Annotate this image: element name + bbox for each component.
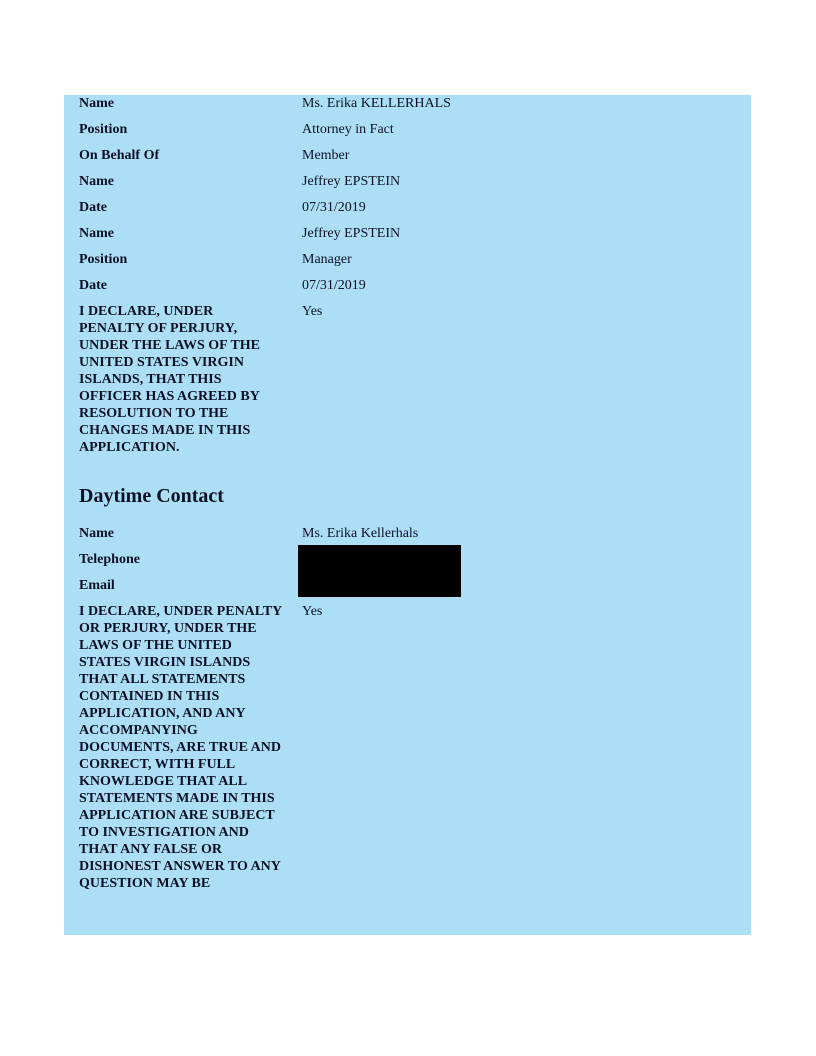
field-value: Yes — [302, 604, 323, 619]
field-value: Jeffrey EPSTEIN — [302, 174, 401, 189]
form-panel — [64, 95, 751, 935]
field-label: Position — [79, 252, 128, 267]
field-value: 07/31/2019 — [302, 200, 366, 215]
field-value: Attorney in Fact — [302, 122, 394, 137]
field-label: On Behalf Of — [79, 148, 160, 163]
field-label: Date — [79, 278, 107, 293]
field-value: Jeffrey EPSTEIN — [302, 226, 401, 241]
field-label: Date — [79, 200, 107, 215]
redaction-block — [298, 545, 461, 597]
section-heading-daytime-contact: Daytime Contact — [79, 485, 224, 507]
field-label: Name — [79, 526, 114, 541]
field-value: 07/31/2019 — [302, 278, 366, 293]
field-label: Name — [79, 226, 114, 241]
field-value: Yes — [302, 304, 323, 319]
declaration-text: I DECLARE, UNDER PENALTY OR PERJURY, UNDER THE LAWS OF THE UNITED STATES VIRGIN ISLANDS THAT ALL STATEMENTS CONTAINED IN THIS APPLICATION, AND ANY ACCOMPANYING DOCUMENTS, ARE TRUE AND CORRECT, WITH FULL KNOWLEDGE THAT ALL STATEMENTS MADE IN THIS APPLICATION ARE SUBJECT TO INVESTIGATION AND THAT ANY FALSE OR DISHONEST ANSWER TO ANY QUESTION MAY BE — [79, 604, 282, 891]
declaration-text: I DECLARE, UNDER PENALTY OF PERJURY, UNDER THE LAWS OF THE UNITED STATES VIRGIN ISLANDS, THAT THIS OFFICER HAS AGREED BY RESOLUTION TO THE CHANGES MADE IN THIS APPLICATION. — [79, 304, 261, 455]
field-label: Email — [79, 578, 115, 593]
field-label: Name — [79, 96, 114, 111]
field-value: Ms. Erika Kellerhals — [302, 526, 419, 541]
field-label: Name — [79, 174, 114, 189]
field-value: Member — [302, 148, 350, 163]
field-value: Ms. Erika KELLERHALS — [302, 96, 451, 111]
field-label: Position — [79, 122, 128, 137]
field-label: Telephone — [79, 552, 140, 567]
field-value: Manager — [302, 252, 352, 267]
